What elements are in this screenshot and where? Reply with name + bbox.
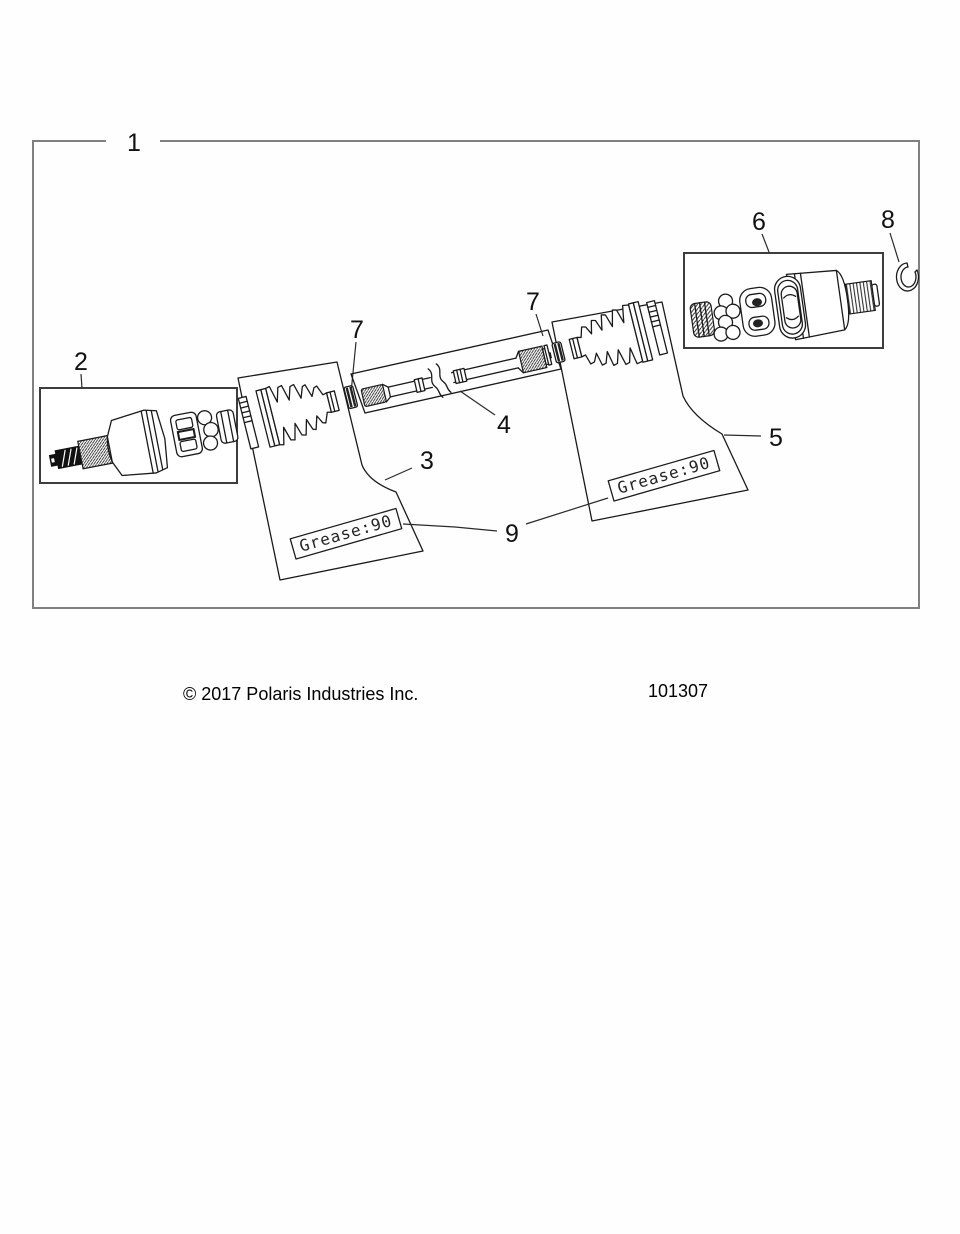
callout-5: 5 (769, 424, 783, 452)
footer-part-number: 101307 (648, 681, 709, 701)
grease-label: Grease:90 (615, 452, 713, 498)
outer-boot (539, 298, 668, 385)
callout-7-rear: 7 (526, 288, 540, 316)
callout-1: 1 (127, 129, 141, 157)
main-border (33, 129, 919, 608)
leader-line-9-left (403, 524, 497, 531)
grease-label-box-3 (290, 508, 402, 559)
grease-label: Grease:90 (297, 510, 395, 556)
callout-2: 2 (74, 348, 88, 376)
callout-6: 6 (752, 208, 766, 236)
inner-boot (237, 367, 362, 453)
leader-line-5 (724, 435, 761, 436)
callout-8: 8 (881, 206, 895, 234)
snap-ring (896, 263, 918, 291)
callout-4: 4 (497, 411, 511, 439)
callout-9: 9 (505, 520, 519, 548)
leader-line-8 (890, 233, 899, 262)
leader-line-3 (385, 468, 412, 480)
leader-line-6 (762, 234, 769, 252)
leader-line-4 (460, 391, 495, 415)
callout-3: 3 (420, 447, 434, 475)
boot-clamp-small-rear (552, 342, 566, 364)
leader-line-2 (81, 374, 82, 388)
footer-copyright: © 2017 Polaris Industries Inc. (183, 684, 419, 704)
grease-label-box-5 (608, 450, 720, 501)
callout-7-front: 7 (350, 316, 364, 344)
